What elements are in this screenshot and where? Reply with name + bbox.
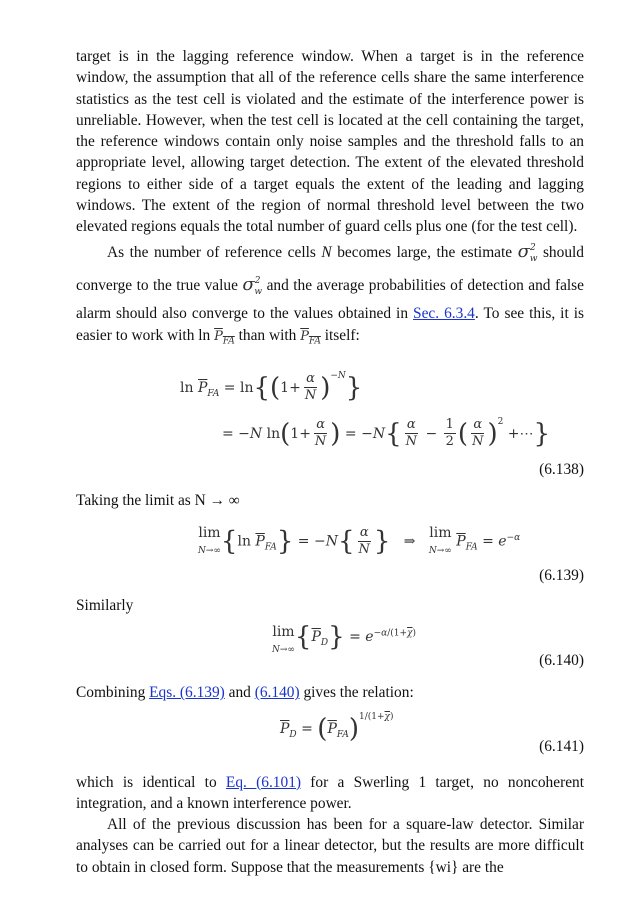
paragraph-3: which is identical to Eq. (6.101) for a Swerling 1 target, no noncoherent integration, and a known interference power. xyxy=(76,773,584,812)
para2-text-5: . To see this, it is easier to work with ln xyxy=(76,305,584,344)
para2-text-4: and the average probabilities of detection and false alarm should also converge to the values obtained in xyxy=(76,276,585,323)
equation-number-6-138: (6.138) xyxy=(539,460,584,478)
para2-text-3: should converge to the true value xyxy=(76,243,584,294)
equation-6-139 xyxy=(76,521,584,585)
equation-number-6-140: (6.140) xyxy=(539,652,584,670)
link-eq-6-101[interactable]: Eq. (6.101) xyxy=(225,773,302,791)
para2-text-6: than with xyxy=(234,326,301,344)
page-content xyxy=(76,46,584,878)
equation-6-138 xyxy=(76,365,584,483)
para2-text-2: becomes large, the estimate xyxy=(331,243,518,261)
paragraph-1: target is in the lagging reference window. When a target is in the reference window, the assumption that all of the reference cells share the same interference statistics as the test cell is violated and the estimate of the interference power is unreliable. However, when the test cell is located at the cell containing the target, the reference windows contain only noise samples and the threshold falls to an appropriate level, allowing target detection. The extent of the elevated threshold regions to either side of a target equals the extent of the leading and lagging windows. The extent of the region of normal threshold level between the two elevated regions equals the total number of guard cells plus one (for the test cell). xyxy=(76,48,584,236)
link-eq-6-140[interactable]: (6.140) xyxy=(254,684,300,702)
link-sec-6-3-4[interactable]: Sec. 6.3.4 xyxy=(413,305,475,323)
equation-number-6-141: (6.141) xyxy=(539,737,584,755)
pfa-symbol-2: $P_{FA}$ xyxy=(300,328,321,347)
link-eq-6-139[interactable]: Eqs. (6.139) xyxy=(149,684,225,702)
pfa-symbol-1: $P_{FA}$ xyxy=(214,328,235,347)
equation-6-141 xyxy=(76,710,584,760)
paragraph-2 xyxy=(76,238,584,353)
limit-text: Taking the limit as N → ∞ xyxy=(76,491,240,509)
sigma-estimate-symbol: $\sigma^2_w$ xyxy=(517,240,538,265)
eq138-line-1: $\ln \overline{P}_{FA} = \ln\{(1+$ $\frac{\alpha}{N}$ )$^{-N}$} xyxy=(180,370,363,404)
paragraph-4: All of the previous discussion has been for a square-law detector. Similar analyses can be carried out for a linear detector, but the results are more difficult to obtain in closed form. Suppose that the measurements {wi} are the xyxy=(76,816,584,876)
eq141-body: $\overline{P}_D = (\overline{P}_{FA})^{1/(1+\overline{\chi})}$ xyxy=(280,711,394,744)
symbol-N: N xyxy=(321,243,332,261)
similarly-text: Similarly xyxy=(76,596,134,614)
para2-text-1: As the number of reference cells xyxy=(107,243,322,261)
eq139-body: lim N→∞{ln $\overline{P}_{FA}\} = -N${ $\frac{\alpha}{N}$ } ⇒ lim N→∞ $\overline{P}_{FA} = e^{-\alpha}$ xyxy=(198,524,521,557)
eq138-line-2: = −N ln(1+ $\frac{\alpha}{N}$ ) = −N{ $\frac{\alpha}{N}$ − $\frac{1}{2}$ ( $\frac{\alpha}{N}$ )$^2$ +⋯} xyxy=(222,416,551,450)
equation-number-6-139: (6.139) xyxy=(539,566,584,584)
equation-6-140 xyxy=(76,620,584,672)
combining-text: Combining Eqs. (6.139) and (6.140) gives the relation: xyxy=(76,684,414,702)
eq140-body: lim $N\to\infty\{\overline{P}_D\} = e^{-\alpha/(1+\overline{\chi})}$ xyxy=(272,622,417,656)
sigma-true-symbol: $\sigma^2_w$ xyxy=(242,273,263,298)
para2-text-7: itself: xyxy=(320,326,360,344)
